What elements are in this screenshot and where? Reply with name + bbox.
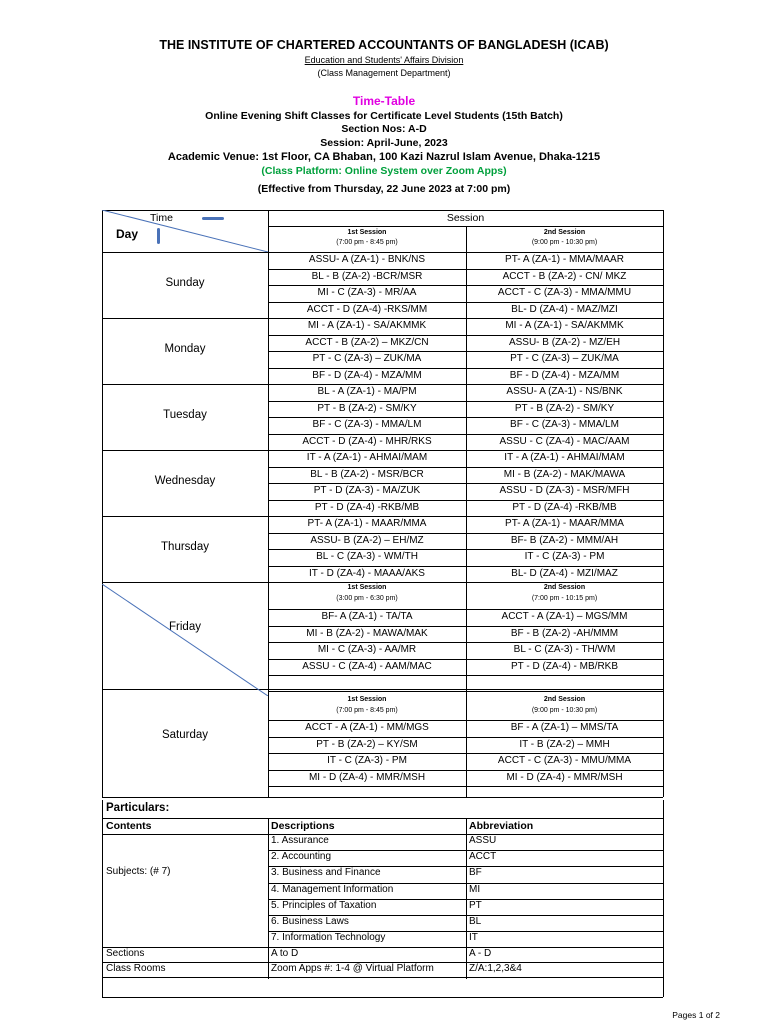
particulars-title-divider <box>102 818 663 819</box>
row-divider <box>268 269 663 270</box>
row-divider <box>268 675 663 676</box>
s1-label: 1st Session <box>347 229 387 236</box>
row-divider <box>268 549 663 550</box>
class-cell-s2: IT - B (ZA-2) – MMH <box>519 738 610 750</box>
class-cell-s1: MI - C (ZA-3) - MR/AA <box>317 287 417 298</box>
saturday-s1-label-text: 1st Session <box>347 696 387 703</box>
particulars-title: Particulars: <box>106 802 170 814</box>
corner-time-label: Time <box>150 212 173 224</box>
row-divider <box>268 533 663 534</box>
class-cell-s2: ACCT - B (ZA-2) - CN/ MKZ <box>502 270 627 282</box>
row-divider <box>268 417 663 418</box>
particulars-header-divider <box>102 834 663 835</box>
class-rooms-label: Class Rooms <box>106 963 166 975</box>
table-bottom-border <box>102 797 663 798</box>
subject-abbreviation: MI <box>469 883 481 895</box>
class-cell-s2: BL- D (ZA-4) - MAZ/MZI <box>511 303 618 315</box>
class-cell-s1: MI - C (ZA-3) - AA/MR <box>317 644 417 655</box>
row-divider <box>268 335 663 336</box>
class-cell-s1: PT - C (ZA-3) – ZUK/MA <box>312 353 422 364</box>
class-cell-s1: ASSU - C (ZA-4) - AAM/MAC <box>302 660 432 672</box>
institute-name: THE INSTITUTE OF CHARTERED ACCOUNTANTS OF BANGLADESH (ICAB) <box>159 38 609 52</box>
class-cell-s2: ASSU- A (ZA-1) - NS/BNK <box>506 386 623 397</box>
class-cell-s1: BL - A (ZA-1) - MA/PM <box>317 386 417 397</box>
table-left-border <box>102 210 103 797</box>
class-cell-s2: IT - C (ZA-3) - PM <box>524 551 605 562</box>
saturday-s1-label <box>268 695 466 705</box>
subjects-bottom-divider <box>102 947 663 948</box>
class-cell-s1: BF- A (ZA-1) - TA/TA <box>321 611 413 622</box>
day-label-friday: Friday <box>169 621 201 633</box>
class-cell-s1: ASSU- A (ZA-1) - BNK/NS <box>308 254 426 265</box>
friday-s1-time: (3:00 pm - 6:30 pm) <box>336 595 398 602</box>
friday-diagonal <box>102 584 268 696</box>
class-cell-s2: MI - D (ZA-4) - MMR/MSH <box>506 771 623 783</box>
corner-day-label: Day <box>116 227 139 241</box>
row-divider <box>268 566 663 567</box>
class-cell-s2: BF - A (ZA-1) – MMS/TA <box>510 722 619 733</box>
day-arrow-icon <box>157 228 160 244</box>
subject-description: 3. Business and Finance <box>271 867 381 879</box>
row-divider <box>268 351 663 352</box>
col-header-descriptions: Descriptions <box>271 820 335 832</box>
subject-abbreviation: ASSU <box>469 835 497 846</box>
division-name: Education and Students' Affairs Division <box>304 55 464 65</box>
class-cell-s1: MI - A (ZA-1) - SA/AKMMK <box>307 320 427 331</box>
sections-abbreviation: A - D <box>469 948 492 960</box>
doc-title: Time-Table <box>352 94 416 108</box>
sections-label: Sections <box>106 948 145 960</box>
class-cell-s2: BF - C (ZA-3) - MMA/LM <box>510 419 619 430</box>
col-header-abbreviation: Abbreviation <box>469 820 534 832</box>
class-cell-s2: ACCT - C (ZA-3) - MMA/MMU <box>497 287 632 298</box>
class-cell-s2: IT - A (ZA-1) - AHMAI/MAM <box>504 452 625 463</box>
class-cell-s2: ACCT - C (ZA-3) - MMU/MMA <box>497 755 632 766</box>
row-divider <box>268 285 663 286</box>
class-cell-s2: PT - B (ZA-2) - SM/KY <box>514 402 615 414</box>
class-rooms-abbreviation: Z/A:1,2,3&4 <box>469 963 522 975</box>
class-cell-s1: ACCT - A (ZA-1) - MM/MGS <box>305 722 429 733</box>
row-divider <box>268 467 663 468</box>
page-counter: Pages 1 of 2 <box>672 1010 720 1020</box>
class-cell-s1: IT - A (ZA-1) - AHMAI/MAM <box>306 452 428 463</box>
section-numbers: Section Nos: A-D <box>341 123 427 135</box>
row-divider <box>268 368 663 369</box>
row-divider <box>268 500 663 501</box>
rooms-divider <box>102 977 663 978</box>
saturday-s2-label-text: 2nd Session <box>543 696 586 703</box>
class-cell-s2: PT - D (ZA-4) -RKB/MB <box>512 501 617 513</box>
class-platform: (Class Platform: Online System over Zoom Apps) <box>261 165 507 177</box>
class-cell-s2: BL - C (ZA-3) - TH/WM <box>513 644 616 655</box>
class-cell-s1: IT - D (ZA-4) - MAAA/AKS <box>309 567 425 579</box>
class-cell-s1: ASSU- B (ZA-2) – EH/MZ <box>310 534 424 546</box>
class-cell-s2: ACCT - A (ZA-1) – MGS/MM <box>501 611 628 622</box>
row-divider <box>268 786 663 787</box>
class-cell-s2: BL- D (ZA-4) - MZI/MAZ <box>511 567 618 579</box>
day-label-tuesday: Tuesday <box>163 409 207 421</box>
class-cell-s2: BF- B (ZA-2) - MMM/AH <box>510 534 619 546</box>
s1-time: (7:00 pm - 8:45 pm) <box>336 239 398 246</box>
subject-description: 4. Management Information <box>271 883 394 895</box>
department-name: (Class Management Department) <box>317 68 451 78</box>
class-cell-s1: BF - C (ZA-3) - MMA/LM <box>312 419 422 430</box>
day-label-sunday: Sunday <box>165 277 205 289</box>
subject-abbreviation: BF <box>469 867 482 879</box>
class-cell-s2: PT - C (ZA-3) – ZUK/MA <box>510 353 619 364</box>
class-cell-s1: MI - D (ZA-4) - MMR/MSH <box>308 771 426 783</box>
day-label-thursday: Thursday <box>161 541 209 553</box>
time-arrow-icon <box>202 217 224 220</box>
subject-description: 5. Principles of Taxation <box>271 899 377 911</box>
sections-description: A to D <box>271 948 299 960</box>
effective-date: (Effective from Thursday, 22 June 2023 at 7:00 pm) <box>257 183 511 195</box>
saturday-s2-label <box>466 695 663 705</box>
class-cell-s1: IT - C (ZA-3) - PM <box>327 755 407 766</box>
subject-description: 7. Information Technology <box>271 932 386 944</box>
subjects-label: Subjects: (# 7) <box>106 866 171 877</box>
subject-abbreviation: PT <box>469 899 482 911</box>
class-cell-s1: BL - B (ZA-2) - MSR/BCR <box>310 468 424 480</box>
class-cell-s2: MI - B (ZA-2) - MAK/MAWA <box>503 468 626 480</box>
academic-venue: Academic Venue: 1st Floor, CA Bhaban, 100 Kazi Nazrul Islam Avenue, Dhaka-1215 <box>167 151 601 163</box>
friday-s1-label <box>268 583 466 593</box>
class-cell-s1: ACCT - D (ZA-4) -RKS/MM <box>306 303 428 315</box>
friday-s2-time: (7:00 pm - 10:15 pm) <box>531 595 598 602</box>
day-label-wednesday: Wednesday <box>154 475 216 487</box>
friday-s1-label-text: 1st Session <box>347 584 387 591</box>
class-cell-s1: MI - B (ZA-2) - MAWA/MAK <box>306 627 428 639</box>
friday-s2-label <box>466 583 663 593</box>
col-header-contents: Contents <box>106 820 152 832</box>
class-cell-s1: BL - B (ZA-2) -BCR/MSR <box>311 270 423 282</box>
day-label-saturday: Saturday <box>161 729 209 741</box>
subject-description: 2. Accounting <box>271 851 332 863</box>
row-divider <box>268 434 663 435</box>
row-divider <box>268 302 663 303</box>
subject-abbreviation: IT <box>469 932 478 944</box>
session-header: Session <box>446 212 485 224</box>
row-divider <box>268 483 663 484</box>
class-cell-s1: ACCT - D (ZA-4) - MHR/RKS <box>302 435 432 447</box>
row-divider <box>268 401 663 402</box>
subject-abbreviation: ACCT <box>469 851 497 863</box>
particulars-bottom-border <box>102 997 663 998</box>
class-cell-s2: ASSU - D (ZA-3) - MSR/MFH <box>499 485 630 496</box>
class-cell-s1: PT - B (ZA-2) - SM/KY <box>317 402 417 414</box>
class-cell-s1: BF - D (ZA-4) - MZA/MM <box>312 369 422 381</box>
class-cell-s1: ACCT - B (ZA-2) – MKZ/CN <box>305 336 429 348</box>
subject-description: 1. Assurance <box>271 835 329 846</box>
table-right-border <box>663 210 664 797</box>
class-cell-s2: PT- A (ZA-1) - MMA/MAAR <box>505 254 624 265</box>
class-cell-s1: BL - C (ZA-3) - WM/TH <box>316 551 418 562</box>
class-cell-s2: ASSU- B (ZA-2) - MZ/EH <box>508 336 621 348</box>
session-period: Session: April-June, 2023 <box>320 137 448 149</box>
saturday-s2-time: (9:00 pm - 10:30 pm) <box>531 707 598 714</box>
class-cell-s2: PT - D (ZA-4) - MB/RKB <box>510 660 619 672</box>
subject-description: 6. Business Laws <box>271 916 349 927</box>
row-divider <box>268 691 663 692</box>
class-rooms-description: Zoom Apps #: 1-4 @ Virtual Platform <box>271 963 434 975</box>
s2-label: 2nd Session <box>543 229 586 236</box>
day-label-monday: Monday <box>164 343 206 355</box>
class-cell-s1: PT- A (ZA-1) - MAAR/MMA <box>307 518 427 529</box>
class-cell-s1: PT - D (ZA-3) - MA/ZUK <box>313 485 421 496</box>
class-cell-s2: BF - B (ZA-2) -AH/MMM <box>510 627 619 639</box>
particulars-left-border <box>102 800 103 997</box>
class-cell-s2: BF - D (ZA-4) - MZA/MM <box>509 369 620 381</box>
class-cell-s2: ASSU - C (ZA-4) - MAC/AAM <box>499 435 630 447</box>
friday-s2-label-text: 2nd Session <box>543 584 586 591</box>
subject-abbreviation: BL <box>469 916 482 927</box>
saturday-s1-time: (7:00 pm - 8:45 pm) <box>336 707 398 714</box>
class-cell-s1: PT - B (ZA-2) – KY/SM <box>316 738 418 750</box>
s2-time: (9:00 pm - 10:30 pm) <box>531 239 598 246</box>
class-cell-s2: PT- A (ZA-1) - MAAR/MMA <box>505 518 624 529</box>
particulars-right-border <box>663 800 664 997</box>
doc-subtitle: Online Evening Shift Classes for Certificate Level Students (15th Batch) <box>205 110 563 122</box>
class-cell-s2: MI - A (ZA-1) - SA/AKMMK <box>505 320 624 331</box>
class-cell-s1: PT - D (ZA-4) -RKB/MB <box>314 501 420 513</box>
